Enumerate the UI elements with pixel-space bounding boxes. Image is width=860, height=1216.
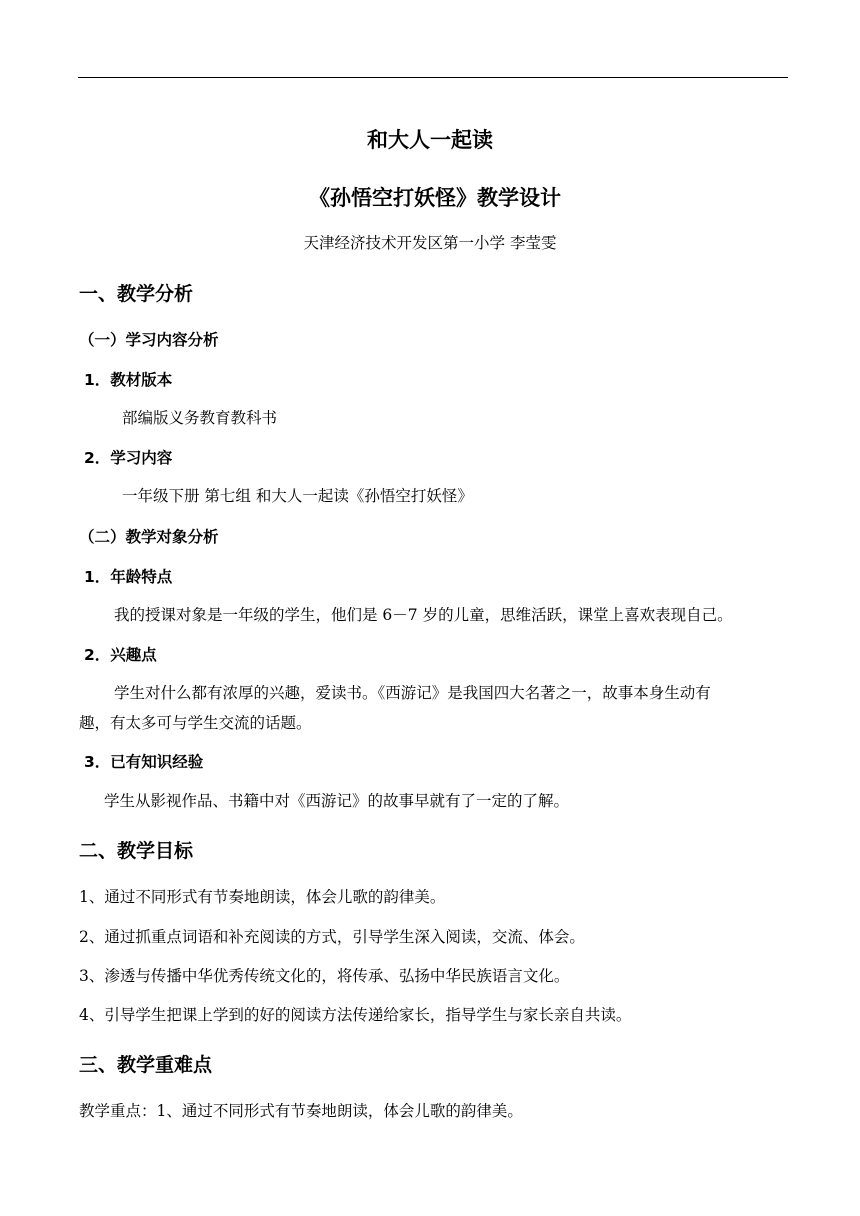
item-text-interest-1: 学生对什么都有浓厚的兴趣，爱读书。《西游记》是我国四大名著之一，故事本身生动有 <box>114 684 711 702</box>
section-heading-keypoints: 三、教学重难点 <box>79 1054 213 1076</box>
item-heading-content: 2．学习内容 <box>84 449 173 467</box>
item-text-interest-2: 趣，有太多可与学生交流的话题。 <box>79 714 312 732</box>
item-heading-experience: 3．已有知识经验 <box>84 753 204 771</box>
goal-item: 2、通过抓重点词语和补充阅读的方式，引导学生深入阅读，交流、体会。 <box>79 928 585 946</box>
item-text-content: 一年级下册 第七组 和大人一起读《孙悟空打妖怪》 <box>122 487 473 505</box>
item-text-experience: 学生从影视作品、书籍中对《西游记》的故事早就有了一定的了解。 <box>104 792 570 810</box>
goal-item: 4、引导学生把课上学到的好的阅读方法传递给家长，指导学生与家长亲自共读。 <box>79 1006 632 1024</box>
keypoints-text: 教学重点：1、通过不同形式有节奏地朗读，体会儿歌的韵律美。 <box>79 1102 523 1120</box>
item-heading-age: 1．年龄特点 <box>84 568 173 586</box>
item-text-age: 我的授课对象是一年级的学生，他们是 6－7 岁的儿童，思维活跃，课堂上喜欢表现自己。 <box>114 606 733 624</box>
item-heading-textbook: 1．教材版本 <box>84 371 173 389</box>
item-heading-interest: 2．兴趣点 <box>84 646 157 664</box>
subsection-heading-students: （二）教学对象分析 <box>79 528 219 546</box>
goal-item: 1、通过不同形式有节奏地朗读，体会儿歌的韵律美。 <box>79 888 446 906</box>
item-text-textbook: 部编版义务教育教科书 <box>122 409 278 427</box>
author-line: 天津经济技术开发区第一小学 李莹雯 <box>303 234 557 252</box>
section-heading-goals: 二、教学目标 <box>79 840 194 862</box>
title-line-1: 和大人一起读 <box>367 128 493 152</box>
subsection-heading-content: （一）学习内容分析 <box>79 331 219 349</box>
header-rule <box>78 77 788 78</box>
title-line-2: 《孙悟空打妖怪》教学设计 <box>309 186 561 210</box>
goal-item: 3、渗透与传播中华优秀传统文化的，将传承、弘扬中华民族语言文化。 <box>79 967 570 985</box>
section-heading-analysis: 一、教学分析 <box>79 283 194 305</box>
